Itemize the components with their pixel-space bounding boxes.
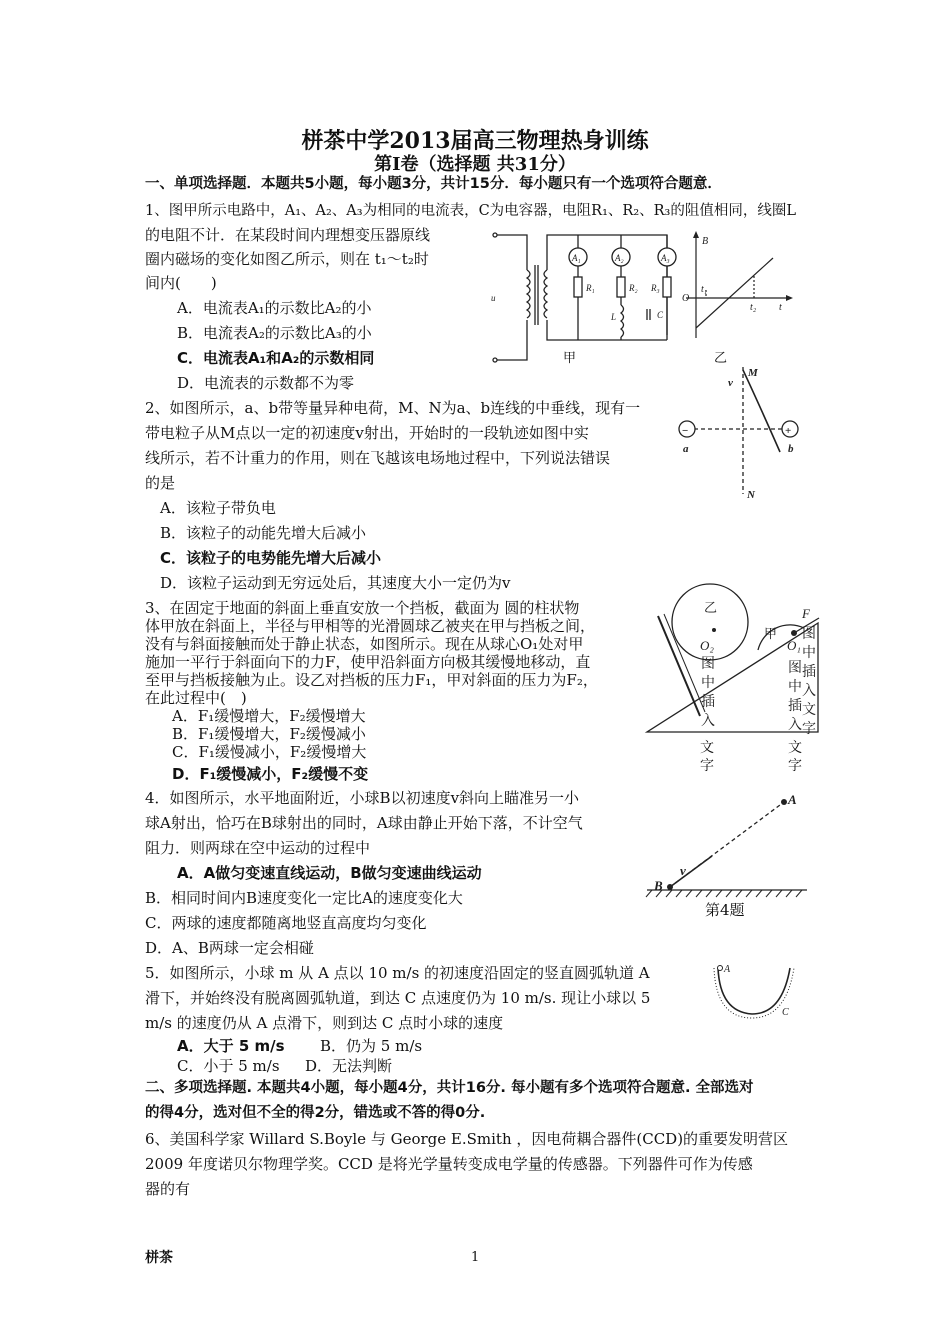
q1-label-u: u bbox=[491, 293, 496, 303]
q3-stem: 施加一平行于斜面向下的力F，使甲沿斜面方向极其缓慢地移动，直 bbox=[145, 653, 591, 671]
page-number: 1 bbox=[471, 1250, 480, 1265]
q3-stem: 至甲与挡板接触为止。设乙对挡板的压力F₁，甲对斜面的压力为F₂， bbox=[145, 671, 598, 689]
q4-projectile-figure bbox=[642, 780, 812, 900]
q3-placeholder-rb-2: 中 bbox=[788, 680, 802, 695]
q1-fig-yi-caption: 乙 bbox=[714, 351, 728, 366]
ammeter-a1-label: A₁ bbox=[572, 253, 581, 263]
q5-stem: 滑下，并始终没有脱离圆弧轨道，到达 C 点速度仍为 10 m/s. 现让小球以 5 bbox=[145, 989, 651, 1007]
q6-stem: 器的有 bbox=[145, 1180, 191, 1198]
q3-placeholder-left-3: 插 bbox=[701, 695, 715, 710]
q6-stem: 6、美国科学家 Willard S.Boyle 与 George E.Smith ，因电荷耦合器件(CCD)的重要发明营区 bbox=[145, 1130, 789, 1148]
q1-option-a: A．电流表A₁的示数比A₂的小 bbox=[177, 299, 372, 317]
q3-placeholder-left-1: 图 bbox=[701, 657, 715, 672]
q4-stem: 阻力．则两球在空中运动的过程中 bbox=[145, 839, 371, 857]
section2-heading: 的得4分，选对但不全的得2分，错选或不答的得0分. bbox=[145, 1105, 486, 1121]
resistor-r1-label: R₁ bbox=[586, 283, 595, 293]
q3-option-a: A．F₁缓慢增大，F₂缓慢增大 bbox=[172, 707, 366, 725]
q3-placeholder-rb-6: 字 bbox=[788, 758, 802, 774]
q5-option-d: D．无法判断 bbox=[305, 1057, 393, 1075]
q2-label-a: a bbox=[683, 443, 689, 455]
q2-field-figure bbox=[672, 362, 802, 502]
q3-option-b: B．F₁缓慢增大，F₂缓慢减小 bbox=[172, 725, 366, 743]
q4-option-a: A．A做匀变速直线运动，B做匀变速曲线运动 bbox=[177, 864, 482, 882]
q2-stem: 带电粒子从M点以一定的初速度v射出，开始时的一段轨迹如图中实 bbox=[145, 424, 589, 442]
q3-label-o1: O₁ bbox=[787, 638, 801, 653]
q3-placeholder-left-2: 中 bbox=[701, 676, 715, 691]
q4-label-a: A bbox=[788, 792, 797, 807]
q5-label-a: A bbox=[724, 964, 731, 975]
q3-label-o2: O₂ bbox=[700, 638, 714, 653]
q2-stem: 的是 bbox=[145, 474, 176, 492]
resistor-r2-label: R₂ bbox=[629, 283, 638, 293]
q3-placeholder-left-4: 入 bbox=[701, 714, 715, 729]
q1-stem: 间内( ) bbox=[145, 274, 217, 292]
q1-option-c: C．电流表A₁和A₂的示数相同 bbox=[177, 349, 375, 367]
q3-option-c: C．F₁缓慢减小，F₂缓慢增大 bbox=[172, 743, 367, 761]
q3-placeholder-left-5: 文 bbox=[700, 740, 714, 756]
q3-stem: 体甲放在斜面上，半径与甲相等的光滑圆球乙被夹在甲与挡板之间， bbox=[145, 617, 596, 635]
q2-stem: 线所示，若不计重力的作用，则在飞越该电场地过程中，下列说法错误 bbox=[145, 449, 611, 467]
q2-stem: 2、如图所示，a、b带等量异种电荷，M、N为a、b连线的中垂线，现有一 bbox=[145, 399, 641, 417]
q2-label-b: b bbox=[788, 443, 794, 455]
q3-label-f: F bbox=[802, 606, 810, 621]
page-subtitle: 第Ⅰ卷（选择题 共31分） bbox=[374, 154, 576, 175]
q5-option-b: B．仍为 5 m/s bbox=[320, 1037, 423, 1055]
q2-label-v: v bbox=[728, 377, 733, 389]
q5-label-c: C bbox=[782, 1007, 789, 1018]
capacitor-label: C bbox=[657, 310, 664, 320]
q3-option-d: D．F₁缓慢减小，F₂缓慢不变 bbox=[172, 765, 369, 783]
q5-option-c: C．小于 5 m/s bbox=[177, 1057, 280, 1075]
q4-figure-caption: 第4题 bbox=[705, 901, 745, 919]
resistor-r3-label: R₃ bbox=[651, 283, 660, 293]
page-title: 栟茶中学2013届高三物理热身训练 bbox=[301, 128, 649, 154]
q2-option-b: B．该粒子的动能先增大后减小 bbox=[160, 524, 367, 542]
q5-stem: m/s 的速度仍从 A 点滑下，则到达 C 点时小球的速度 bbox=[145, 1014, 504, 1032]
q1-stem: 的电阻不计．在某段时间内理想变压器原线 bbox=[145, 226, 431, 244]
q6-stem: 2009 年度诺贝尔物理学奖。CCD 是将光学量转变成电学量的传感器。下列器件可作为传感 bbox=[145, 1155, 753, 1173]
q1-bt-graph bbox=[676, 228, 796, 343]
q2-label-n: N bbox=[747, 489, 755, 501]
q1-option-b: B．电流表A₂的示数比A₃的小 bbox=[177, 324, 372, 342]
q2-option-d: D．该粒子运动到无穷远处后，其速度大小一定仍为v bbox=[160, 574, 511, 592]
q3-label-jia: 甲 bbox=[764, 626, 778, 641]
q4-stem: 球A射出，恰巧在B球射出的同时，A球由静止开始下落，不计空气 bbox=[145, 814, 583, 832]
q2-option-a: A．该粒子带负电 bbox=[160, 499, 276, 517]
section-heading: 一、单项选择题．本题共5小题，每小题3分，共计15分．每小题只有一个选项符合题意． bbox=[145, 176, 722, 192]
q3-label-yi: 乙 bbox=[704, 600, 718, 615]
q3-incline-figure bbox=[644, 580, 826, 740]
q3-placeholder-ra-3: 插 bbox=[802, 665, 816, 680]
q3-placeholder-left-6: 字 bbox=[700, 758, 714, 774]
q3-placeholder-ra-2: 中 bbox=[802, 646, 816, 661]
q3-stem: 没有与斜面接触而处于静止状态，如图所示。现在从球心O₁处对甲 bbox=[145, 635, 584, 653]
graph-t2: t₂ bbox=[750, 302, 757, 313]
q5-option-a: A．大于 5 m/s bbox=[177, 1037, 285, 1055]
q3-stem: 3、在固定于地面的斜面上垂直安放一个挡板，截面为 圆的柱状物 bbox=[145, 599, 580, 617]
graph-axis-t: t bbox=[779, 302, 782, 313]
section2-heading: 二、多项选择题. 本题共4小题，每小题4分，共计16分. 每小题有多个选项符合题意. 全部选对 bbox=[145, 1080, 754, 1096]
ammeter-a3-label: A₃ bbox=[661, 253, 670, 263]
inductor-label: L bbox=[611, 312, 617, 322]
q3-stem: 在此过程中( ) bbox=[145, 689, 247, 707]
footer-school: 栟茶 bbox=[145, 1250, 173, 1266]
q3-placeholder-rb-3: 插 bbox=[788, 699, 802, 714]
q1-circuit-figure bbox=[487, 225, 690, 370]
q1-fig-jia-caption: 甲 bbox=[563, 351, 577, 366]
q4-option-c: C．两球的速度都随离地竖直高度均匀变化 bbox=[145, 914, 427, 932]
q4-option-b: B．相同时间内B速度变化一定比A的速度变化大 bbox=[145, 889, 463, 907]
q3-placeholder-rb-4: 入 bbox=[788, 718, 802, 733]
q5-stem: 5．如图所示，小球 m 从 A 点以 10 m/s 的初速度沿固定的竖直圆弧轨道 A bbox=[145, 964, 650, 982]
q2-option-c: C．该粒子的电势能先增大后减小 bbox=[160, 549, 382, 567]
q3-placeholder-rb-1: 图 bbox=[788, 661, 802, 676]
q2-minus-sign: − bbox=[682, 425, 689, 437]
graph-t1: t₁ bbox=[701, 284, 708, 295]
graph-origin: O bbox=[682, 293, 690, 304]
q4-stem: 4．如图所示，水平地面附近，小球B以初速度v斜向上瞄准另一小 bbox=[145, 789, 580, 807]
q1-stem: 1、图甲所示电路中，A₁、A₂、A₃为相同的电流表，C为电容器，电阻R₁、R₂、R₃的阻值相同，线圈L bbox=[145, 203, 796, 219]
q3-placeholder-ra-4: 入 bbox=[802, 684, 816, 699]
q3-placeholder-rb-5: 文 bbox=[788, 740, 802, 756]
q3-placeholder-ra-5: 文 bbox=[802, 703, 816, 718]
q1-option-d: D．电流表的示数都不为零 bbox=[177, 374, 355, 392]
q3-placeholder-ra-1: 图 bbox=[802, 627, 816, 642]
q5-arc-track-figure bbox=[708, 960, 798, 1020]
q2-plus-sign: + bbox=[785, 425, 792, 437]
q3-placeholder-ra-6: 字 bbox=[802, 722, 816, 737]
q4-option-d: D．A、B两球一定会相碰 bbox=[145, 939, 314, 957]
q2-label-m: M bbox=[748, 367, 758, 379]
q1-stem: 圈内磁场的变化如图乙所示，则在 t₁～t₂时 bbox=[145, 250, 429, 268]
ammeter-a2-label: A₂ bbox=[615, 253, 624, 263]
q4-label-v: v bbox=[680, 863, 686, 878]
q4-label-b: B bbox=[654, 878, 663, 893]
graph-axis-b: B bbox=[702, 236, 709, 247]
